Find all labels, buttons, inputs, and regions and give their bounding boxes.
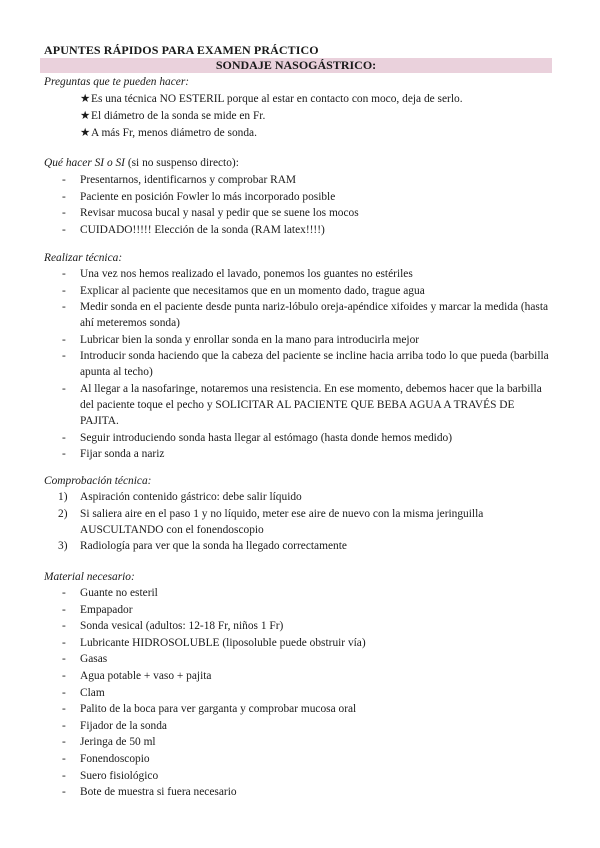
- star-icon: ★: [80, 110, 91, 122]
- list-item: - Lubricar bien la sonda y enrollar sonda en la mano para introducirla mejor: [62, 333, 420, 346]
- list-item: - Medir sonda en el paciente desde punta nariz-lóbulo oreja-apéndice xifoides y marcar la medida (hasta ahí meteremos sonda): [62, 301, 549, 330]
- si-o-si-list: [62, 172, 550, 238]
- section-banner: SONDAJE NASOGÁSTRICO:: [40, 58, 552, 73]
- list-item: ★El diámetro de la sonda se mide en Fr.: [80, 110, 266, 122]
- list-item: - Fijar sonda a nariz: [62, 448, 165, 461]
- list-item: - CUIDADO!!!!! Elección de la sonda (RAM latex!!!!): [62, 223, 325, 236]
- list-item: - Introducir sonda haciendo que la cabeza del paciente se incline hacia arriba todo lo que pueda (barbilla apunta al techo): [62, 350, 549, 379]
- list-item: - Sonda vesical (adultos: 12-18 Fr, niños 1 Fr): [62, 620, 284, 633]
- list-item: - Agua potable + vaso + pajita: [62, 669, 212, 682]
- list-item: - Bote de muestra si fuera necesario: [62, 786, 237, 799]
- list-item: ★Es una técnica NO ESTERIL porque al estar en contacto con moco, deja de serlo.: [80, 93, 463, 105]
- list-item: - Seguir introduciendo sonda hasta llegar al estómago (hasta donde hemos medido): [62, 431, 452, 444]
- list-item: - Suero fisiológico: [62, 769, 159, 782]
- list-item: - Una vez nos hemos realizado el lavado, ponemos los guantes no estériles: [62, 268, 413, 280]
- tecnica-list: [62, 266, 550, 463]
- star-icon: ★: [80, 93, 91, 105]
- list-item: 3) Radiología para ver que la sonda ha llegado correctamente: [58, 540, 347, 553]
- comprobacion-list: [58, 489, 550, 555]
- list-item: - Empapador: [62, 603, 133, 616]
- list-item: - Fijador de la sonda: [62, 719, 167, 732]
- list-item: - Gasas: [62, 653, 108, 666]
- list-item: - Paciente en posición Fowler lo más incorporado posible: [62, 190, 336, 203]
- list-item: 1) Aspiración contenido gástrico: debe salir líquido: [58, 491, 302, 503]
- list-item: - Explicar al paciente que necesitamos que en un momento dado, trague agua: [62, 284, 425, 297]
- list-item: ★A más Fr, menos diámetro de sonda.: [80, 127, 257, 139]
- list-item: - Jeringa de 50 ml: [62, 736, 156, 749]
- list-item: - Al llegar a la nasofaringe, notaremos una resistencia. En ese momento, debemos hacer que la barbilla del paciente toque el pecho y SOLICITAR AL PACIENTE QUE BEBA AGUA A TRAVÉS DE PAJITA.: [62, 382, 542, 427]
- list-item: - Presentarnos, identificarnos y comprobar RAM: [62, 174, 297, 186]
- list-item: - Fonendoscopio: [62, 752, 150, 765]
- comprobacion-heading: Comprobación técnica:: [44, 475, 152, 487]
- list-item: - Lubricante HIDROSOLUBLE (liposoluble puede obstruir vía): [62, 636, 366, 649]
- questions-list: [80, 91, 463, 142]
- questions-heading: Preguntas que te pueden hacer:: [44, 76, 190, 88]
- document-title: APUNTES RÁPIDOS PARA EXAMEN PRÁCTICO: [44, 43, 319, 57]
- material-list: [62, 585, 550, 801]
- list-item: - Clam: [62, 686, 105, 699]
- list-item: - Revisar mucosa bucal y nasal y pedir que se suene los mocos: [62, 207, 359, 220]
- list-item: 2) Si saliera aire en el paso 1 y no líquido, meter ese aire de nuevo con la misma jeringuilla AUSCULTANDO con el fonendoscopio: [58, 507, 484, 536]
- si-o-si-heading: Qué hacer SI o SI (si no suspenso directo):: [44, 157, 239, 169]
- star-icon: ★: [80, 127, 91, 139]
- list-item: - Palito de la boca para ver garganta y comprobar mucosa oral: [62, 703, 357, 716]
- list-item: - Guante no esteril: [62, 587, 158, 599]
- tecnica-heading: Realizar técnica:: [44, 252, 123, 264]
- material-heading: Material necesario:: [44, 571, 135, 583]
